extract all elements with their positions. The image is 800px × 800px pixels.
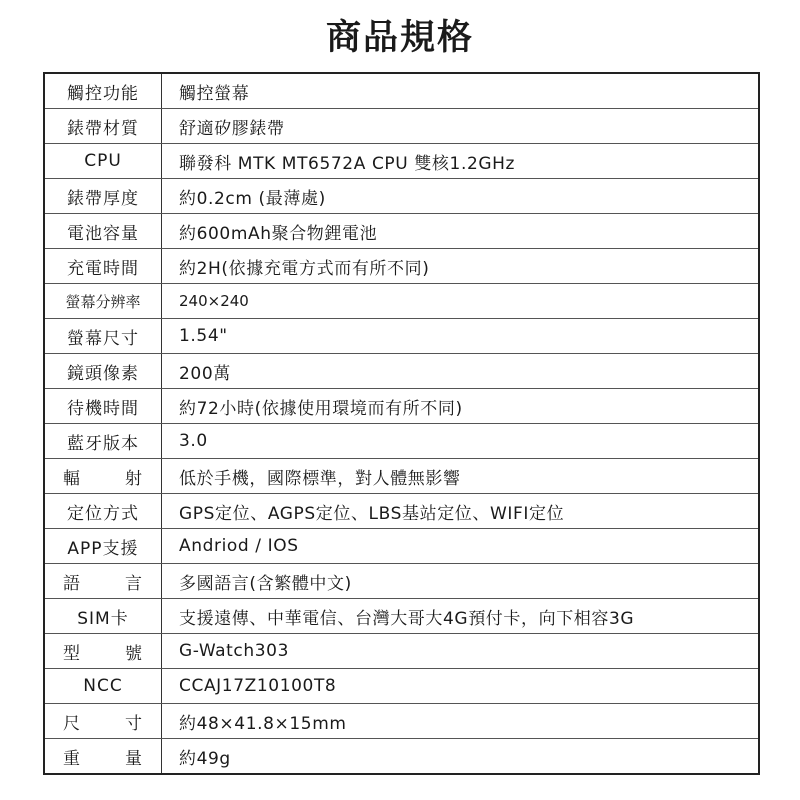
- table-row: [44, 284, 759, 319]
- table-row: [44, 354, 759, 389]
- spec-label: 錶帶厚度: [44, 179, 162, 214]
- spec-value: 3.0: [162, 424, 760, 459]
- spec-value: 200萬: [162, 354, 760, 389]
- page-title: 商品規格: [325, 18, 474, 58]
- table-row: [44, 144, 759, 179]
- spec-value: 多國語言(含繁體中文): [162, 564, 760, 599]
- spec-label: 錶帶材質: [44, 109, 162, 144]
- table-row: [44, 179, 759, 214]
- spec-label: 重量: [44, 739, 162, 775]
- table-row: [44, 599, 759, 634]
- spec-value: 240×240: [162, 284, 760, 319]
- spec-table: [43, 72, 760, 775]
- spec-value: 低於手機，國際標準，對人體無影響: [162, 459, 760, 494]
- spec-label: 定位方式: [44, 494, 162, 529]
- table-row: [44, 564, 759, 599]
- table-row: [44, 214, 759, 249]
- spec-label: 型號: [44, 634, 162, 669]
- spec-value: 舒適矽膠錶帶: [162, 109, 760, 144]
- spec-value: 約72小時(依據使用環境而有所不同): [162, 389, 760, 424]
- spec-label: APP支援: [44, 529, 162, 564]
- spec-value: CCAJ17Z10100T8: [162, 669, 760, 704]
- table-row: [44, 109, 759, 144]
- spec-label: NCC: [44, 669, 162, 704]
- spec-label: 藍牙版本: [44, 424, 162, 459]
- spec-value: 約48×41.8×15mm: [162, 704, 760, 739]
- table-row: [44, 529, 759, 564]
- spec-label: 螢幕分辨率: [44, 284, 162, 319]
- table-row: [44, 73, 759, 109]
- spec-value: 約49g: [162, 739, 760, 775]
- table-row: [44, 319, 759, 354]
- table-row: [44, 704, 759, 739]
- spec-value: Andriod / IOS: [162, 529, 760, 564]
- spec-value: 支援遠傳、中華電信、台灣大哥大4G預付卡，向下相容3G: [162, 599, 760, 634]
- spec-label: 尺寸: [44, 704, 162, 739]
- spec-label: 充電時間: [44, 249, 162, 284]
- spec-label: 輻射: [44, 459, 162, 494]
- table-row: [44, 459, 759, 494]
- table-row: [44, 669, 759, 704]
- spec-label: 待機時間: [44, 389, 162, 424]
- spec-label: SIM卡: [44, 599, 162, 634]
- spec-value: 約600mAh聚合物鋰電池: [162, 214, 760, 249]
- spec-label: 觸控功能: [44, 73, 162, 109]
- table-row: [44, 424, 759, 459]
- spec-value: 1.54": [162, 319, 760, 354]
- table-row: [44, 249, 759, 284]
- table-row: [44, 389, 759, 424]
- spec-value: 約2H(依據充電方式而有所不同): [162, 249, 760, 284]
- spec-value: 聯發科 MTK MT6572A CPU 雙核1.2GHz: [162, 144, 760, 179]
- spec-label: 螢幕尺寸: [44, 319, 162, 354]
- table-row: [44, 739, 759, 775]
- spec-label: 語言: [44, 564, 162, 599]
- table-row: [44, 494, 759, 529]
- spec-value: 觸控螢幕: [162, 73, 760, 109]
- spec-label: 鏡頭像素: [44, 354, 162, 389]
- table-row: [44, 634, 759, 669]
- spec-label: 電池容量: [44, 214, 162, 249]
- spec-value: GPS定位、AGPS定位、LBS基站定位、WIFI定位: [162, 494, 760, 529]
- spec-label: CPU: [44, 144, 162, 179]
- spec-value: G-Watch303: [162, 634, 760, 669]
- spec-value: 約0.2cm (最薄處): [162, 179, 760, 214]
